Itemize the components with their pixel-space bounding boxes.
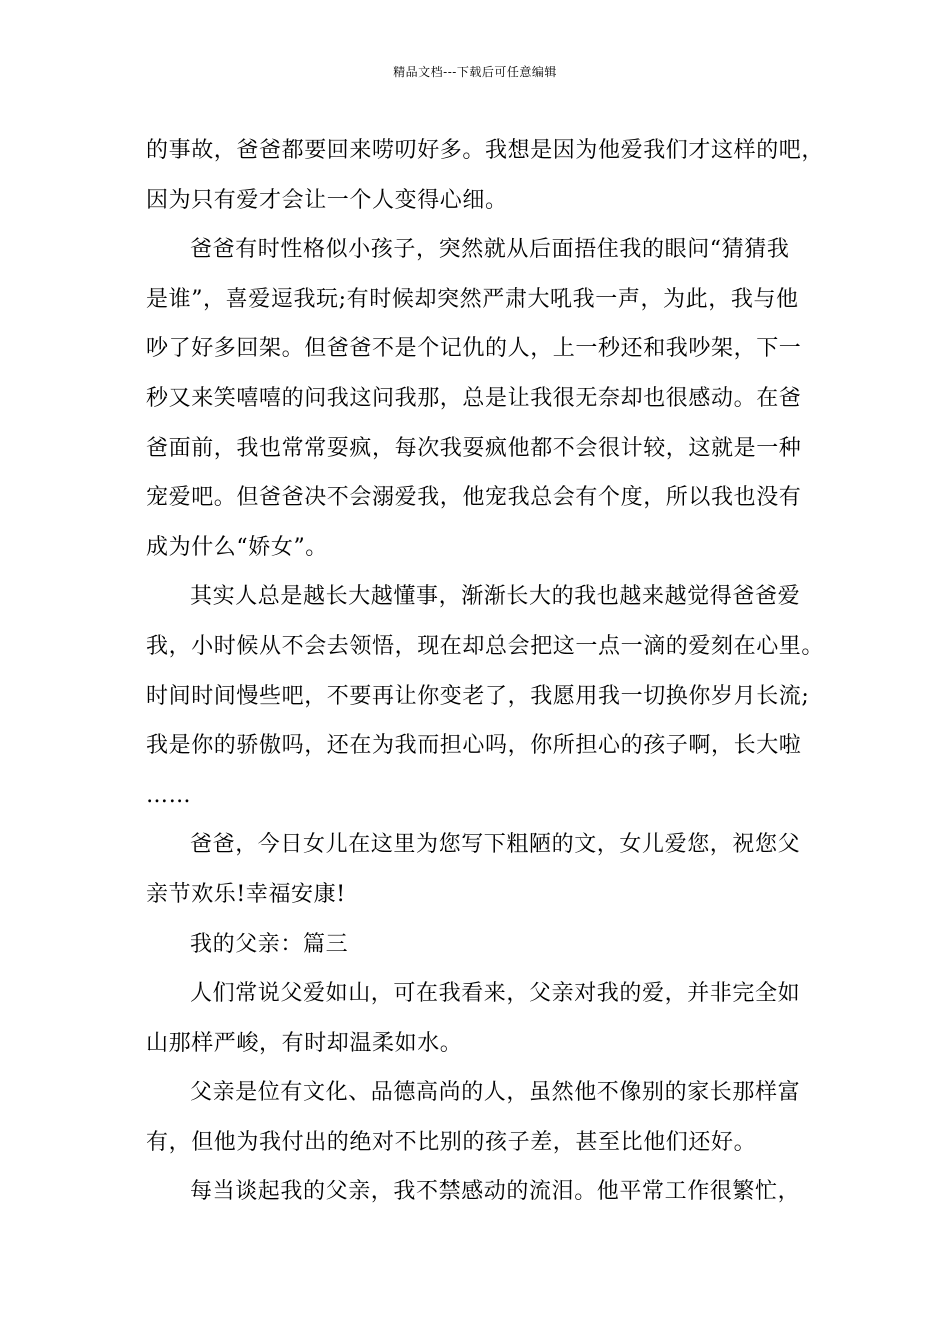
text-line: 秒又来笑嘻嘻的问我这问我那，总是让我很无奈却也很感动。在爸 (146, 385, 802, 411)
text-line: 是谁”，喜爱逗我玩;有时候却突然严肃大吼我一声，为此，我与他 (146, 286, 799, 312)
page-header: 精品文档---下载后可任意编辑 (393, 65, 557, 79)
text-line: 的事故，爸爸都要回来唠叨好多。我想是因为他爱我们才这样的吧， (146, 138, 825, 163)
text-line: 时间时间慢些吧，不要再让你变老了，我愿用我一切换你岁月长流; (146, 683, 810, 709)
text-line: 宠爱吧。但爸爸决不会溺爱我，他宠我总会有个度，所以我也没有 (146, 485, 802, 511)
text-line: 每当谈起我的父亲，我不禁感动的流泪。他平常工作很繁忙， (190, 1179, 801, 1205)
document-body (146, 126, 825, 1217)
text-line: 我是你的骄傲吗，还在为我而担心吗，你所担心的孩子啊，长大啦 (146, 733, 802, 759)
text-line: 亲节欢乐!幸福安康! (146, 881, 346, 907)
text-line: 有，但他为我付出的绝对不比别的孩子差，甚至比他们还好。 (146, 1129, 757, 1155)
text-line: 爸面前，我也常常耍疯，每次我耍疯他都不会很计较，这就是一种 (146, 435, 802, 461)
text-line: 成为什么“娇女”。 (146, 534, 328, 560)
text-line: 其实人总是越长大越懂事，渐渐长大的我也越来越觉得爸爸爱 (190, 584, 801, 610)
text-line: …… (146, 782, 192, 808)
text-line: 父亲是位有文化、品德高尚的人，虽然他不像别的家长那样富 (190, 1080, 801, 1106)
text-line: 我，小时候从不会去领悟，现在却总会把这一点一滴的爱刻在心里。 (146, 633, 825, 659)
section-heading: 我的父亲：篇三 (190, 931, 349, 957)
text-line: 人们常说父爱如山，可在我看来，父亲对我的爱，并非完全如 (190, 981, 801, 1007)
text-line: 山那样严峻，有时却温柔如水。 (146, 1030, 463, 1056)
text-line: 爸爸有时性格似小孩子，突然就从后面捂住我的眼问“猜猜我 (190, 237, 790, 263)
text-line: 因为只有爱才会让一个人变得心细。 (146, 187, 508, 213)
text-line: 吵了好多回架。但爸爸不是个记仇的人，上一秒还和我吵架，下一 (146, 336, 802, 362)
text-line: 爸爸，今日女儿在这里为您写下粗陋的文，女儿爱您，祝您父 (190, 832, 801, 858)
